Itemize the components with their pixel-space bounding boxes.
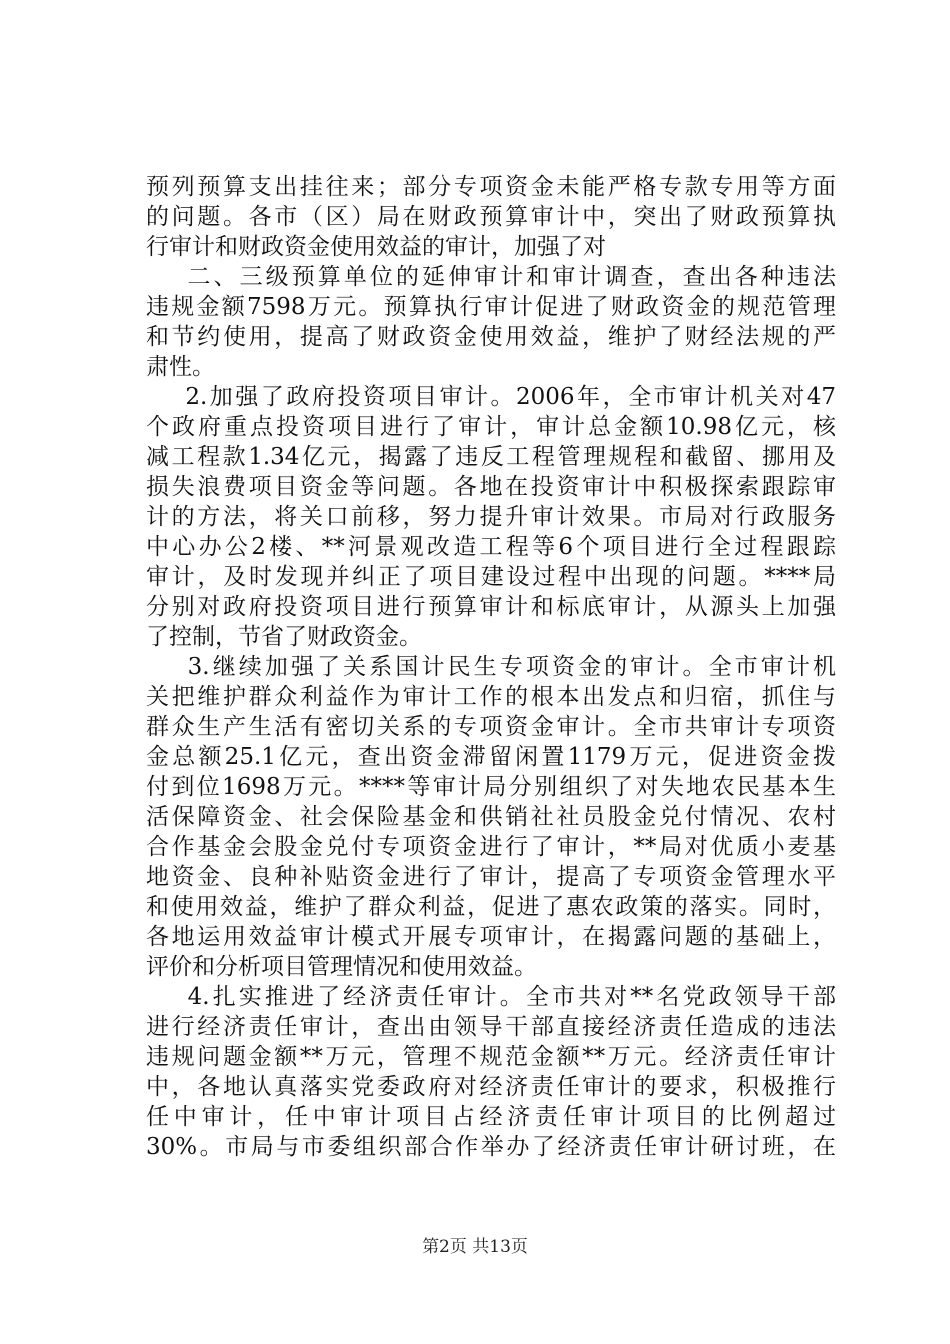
body-line: 减工程款1.34亿元，揭露了违反工程管理规程和截留、挪用及 [146, 444, 836, 470]
body-line: 任中审计，任中审计项目占经济责任审计项目的比例超过 [146, 1104, 836, 1130]
page-footer: 第2页 共13页 [422, 1237, 528, 1257]
body-line: 中心办公2楼、**河景观改造工程等6个项目进行全过程跟踪 [146, 534, 836, 560]
body-line: 个政府重点投资项目进行了审计，审计总金额10.98亿元，核 [146, 414, 836, 440]
body-line: 金总额25.1亿元，查出资金滞留闲置1179万元，促进资金拨 [146, 744, 836, 770]
body-line: 3.继续加强了关系国计民生专项资金的审计。全市审计机 [146, 654, 836, 680]
body-line: 各地运用效益审计模式开展专项审计，在揭露问题的基础上， [146, 924, 836, 950]
body-line: 审计，及时发现并纠正了项目建设过程中出现的问题。****局 [146, 564, 836, 590]
body-line: 评价和分析项目管理情况和使用效益。 [146, 954, 537, 980]
body-line: 地资金、良种补贴资金进行了审计，提高了专项资金管理水平 [146, 864, 836, 890]
body-line: 关把维护群众利益作为审计工作的根本出发点和归宿，抓住与 [146, 684, 836, 710]
body-line: 二、三级预算单位的延伸审计和审计调查，查出各种违法 [146, 264, 836, 290]
body-line: 分别对政府投资项目进行预算审计和标底审计，从源头上加强 [146, 594, 836, 620]
body-line: 损失浪费项目资金等问题。各地在投资审计中积极探索跟踪审 [146, 474, 836, 500]
body-line: 合作基金会股金兑付专项资金进行了审计，**局对优质小麦基 [146, 834, 836, 860]
body-line: 了控制，节省了财政资金。 [146, 624, 422, 650]
body-line: 群众生产生活有密切关系的专项资金审计。全市共审计专项资 [146, 714, 836, 740]
body-line: 进行经济责任审计，查出由领导干部直接经济责任造成的违法 [146, 1014, 836, 1040]
body-line: 中，各地认真落实党委政府对经济责任审计的要求，积极推行 [146, 1074, 836, 1100]
body-line: 的问题。各市（区）局在财政预算审计中，突出了财政预算执 [146, 204, 836, 230]
body-line: 2.加强了政府投资项目审计。2006年，全市审计机关对47 [146, 384, 836, 410]
body-line: 违规金额7598万元。预算执行审计促进了财政资金的规范管理 [146, 294, 836, 320]
body-line: 预列预算支出挂往来；部分专项资金未能严格专款专用等方面 [146, 174, 836, 200]
body-line: 计的方法，将关口前移，努力提升审计效果。市局对行政服务 [146, 504, 836, 530]
body-line: 付到位1698万元。****等审计局分别组织了对失地农民基本生 [146, 774, 836, 800]
document-body [146, 172, 836, 1162]
body-line: 违规问题金额**万元，管理不规范金额**万元。经济责任审计 [146, 1044, 836, 1070]
body-line: 行审计和财政资金使用效益的审计，加强了对 [146, 234, 606, 260]
body-line: 活保障资金、社会保险基金和供销社社员股金兑付情况、农村 [146, 804, 836, 830]
body-line: 和使用效益，维护了群众利益，促进了惠农政策的落实。同时， [146, 894, 836, 920]
body-line: 4.扎实推进了经济责任审计。全市共对**名党政领导干部 [146, 984, 836, 1010]
body-line: 30%。市局与市委组织部合作举办了经济责任审计研讨班，在 [146, 1134, 836, 1160]
body-line: 肃性。 [146, 354, 215, 380]
body-line: 和节约使用，提高了财政资金使用效益，维护了财经法规的严 [146, 324, 836, 350]
